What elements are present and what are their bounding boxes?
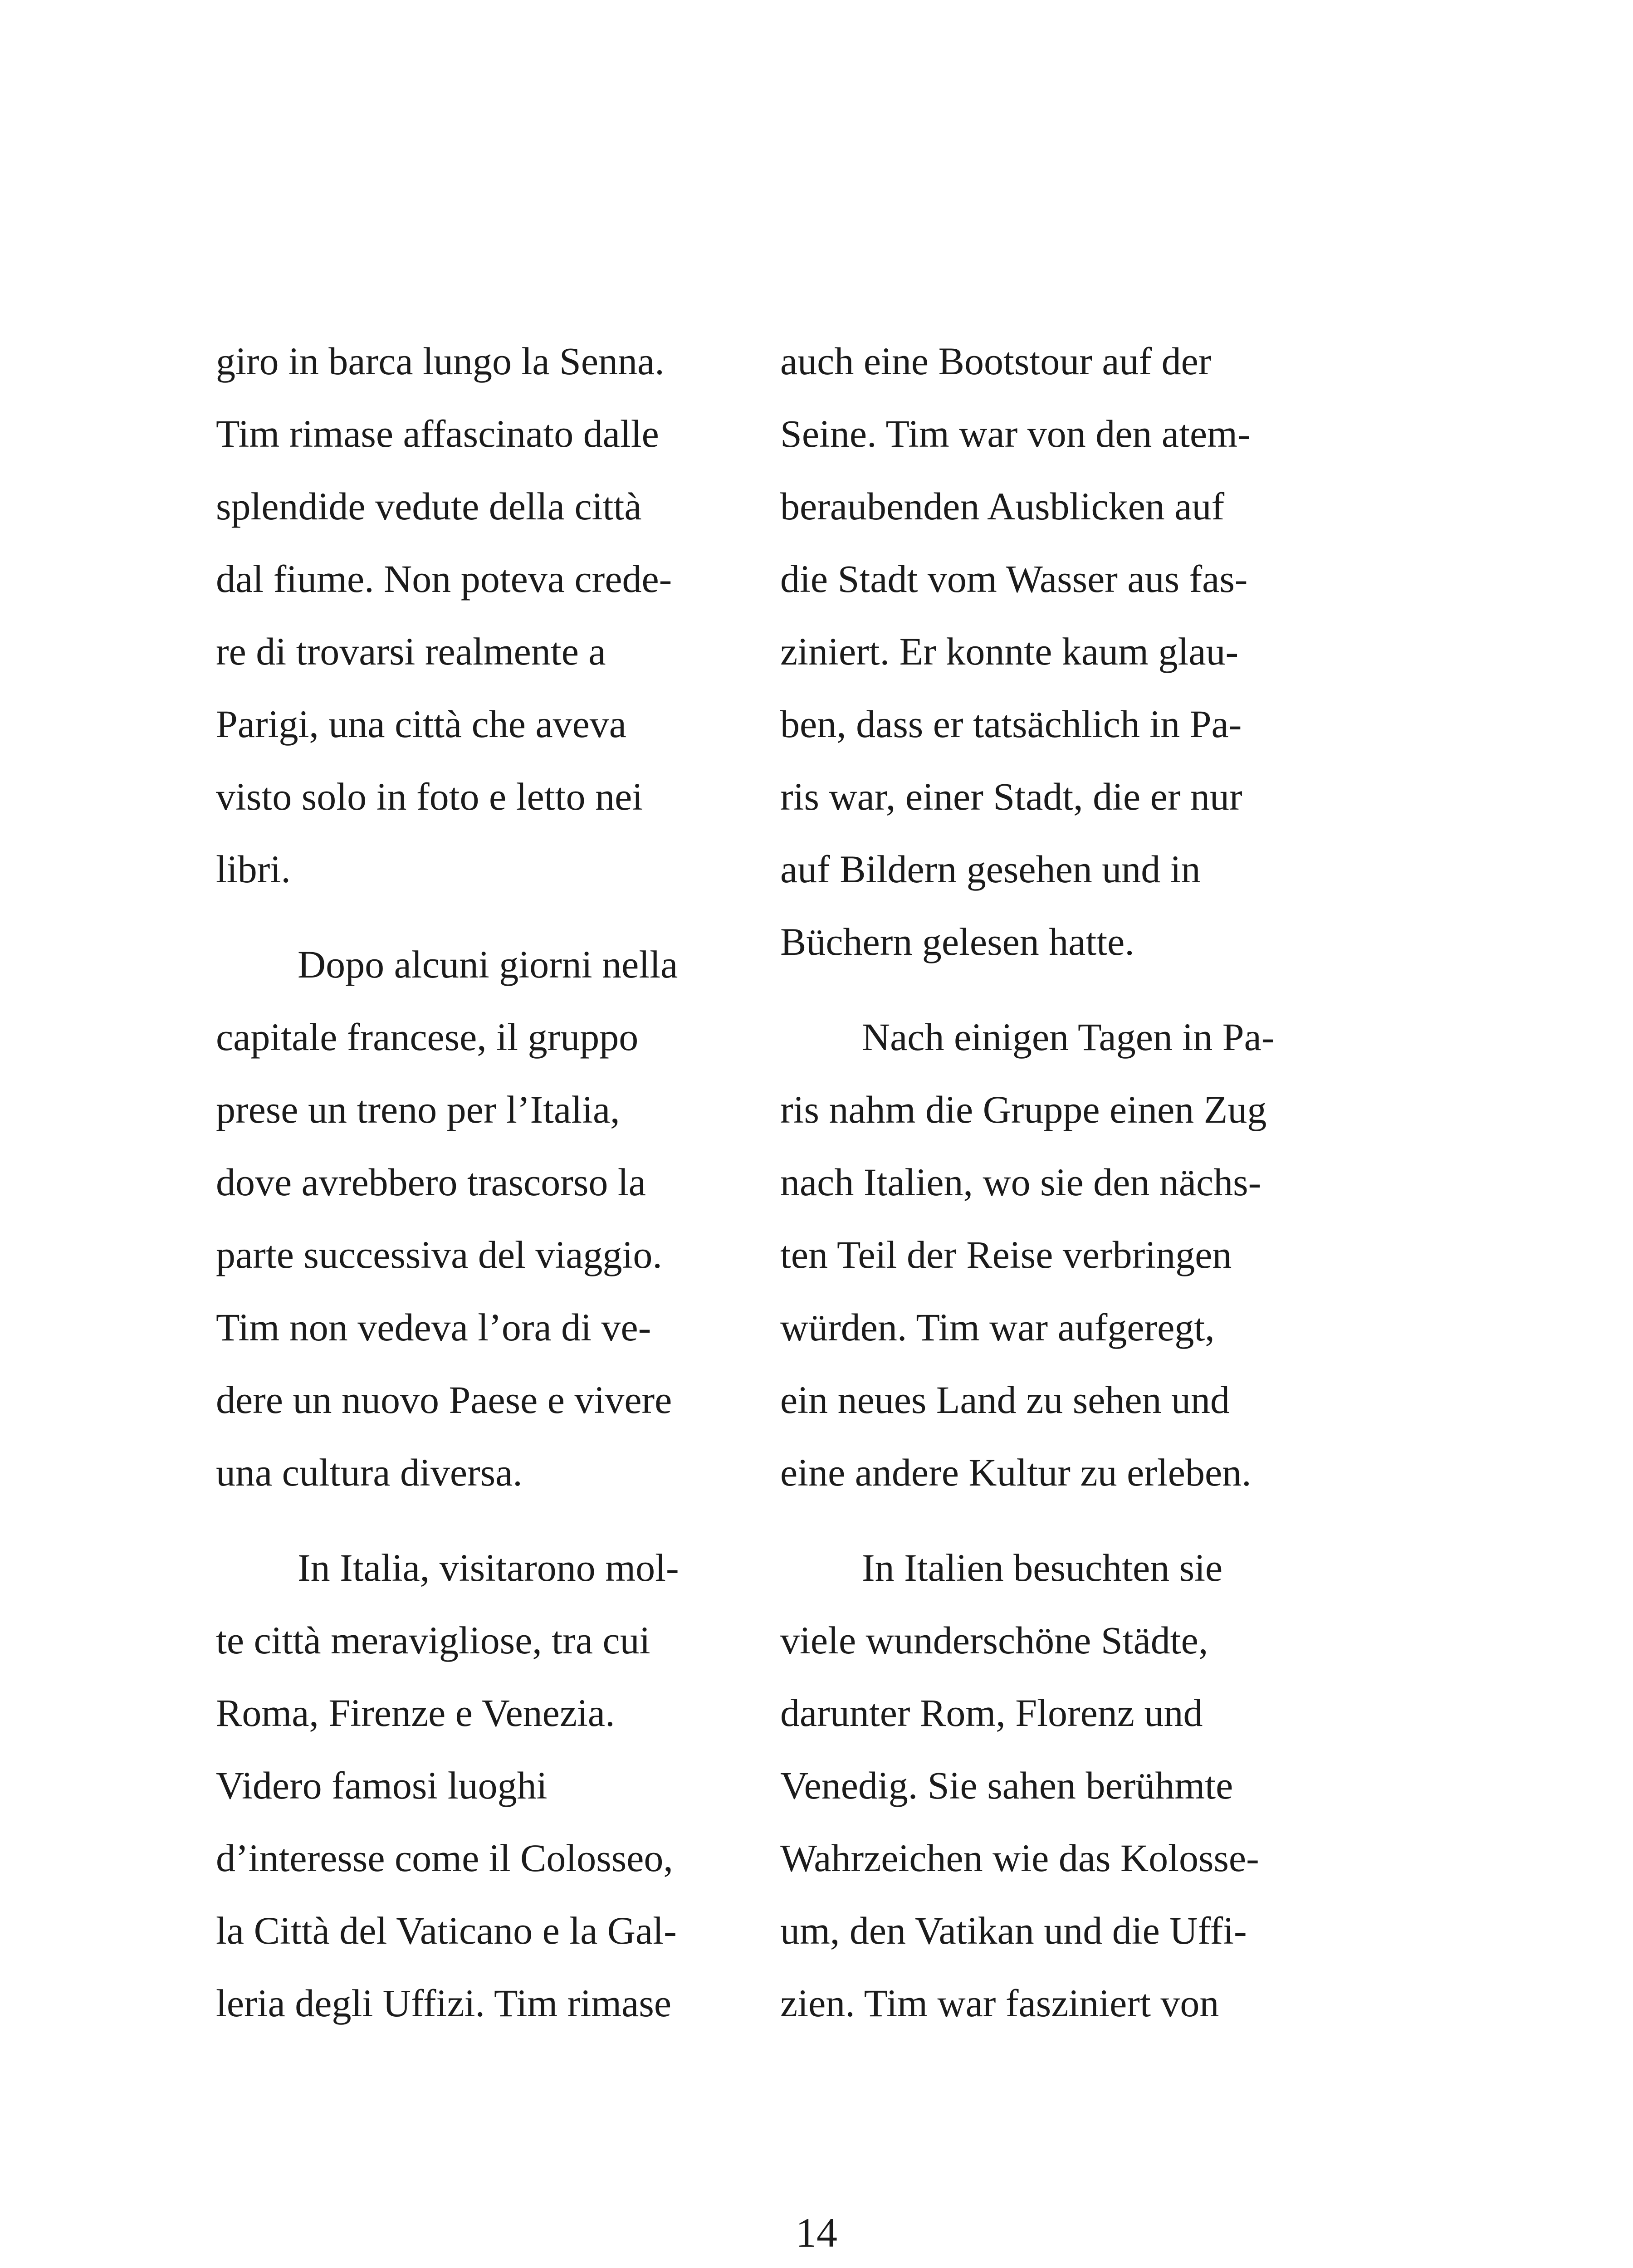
text-line: Seine. Tim war von den atem- (780, 412, 1251, 455)
right-paragraph-1 (780, 325, 1325, 978)
text-line: würden. Tim war aufgeregt, (780, 1305, 1215, 1349)
text-line: dove avrebbero trascorso la (216, 1160, 646, 1204)
text-line: beraubenden Ausblicken auf (780, 484, 1225, 528)
text-line: ris nahm die Gruppe einen Zug (780, 1088, 1267, 1131)
text-line: dal fiume. Non poteva crede- (216, 557, 672, 601)
text-line: Nach einigen Tagen in Pa- (862, 1015, 1275, 1059)
text-line: splendide vedute della città (216, 484, 642, 528)
text-line: Büchern gelesen hatte. (780, 920, 1134, 963)
left-paragraph-1 (216, 325, 760, 905)
text-line: auch eine Bootstour auf der (780, 339, 1212, 383)
text-line: leria degli Uffizi. Tim rimase (216, 1981, 671, 2025)
text-line: Tim non vedeva l’ora di ve- (216, 1305, 651, 1349)
text-line: auf Bildern gesehen und in (780, 847, 1201, 891)
page-number: 14 (796, 2209, 837, 2256)
bat-logo-icon (689, 2263, 862, 2268)
text-line: la Città del Vaticano e la Gal- (216, 1909, 677, 1952)
text-line: ein neues Land zu sehen und (780, 1378, 1230, 1422)
text-line: una cultura diversa. (216, 1451, 523, 1494)
text-line: dere un nuovo Paese e vivere (216, 1378, 672, 1422)
text-line: Tim rimase affascinato dalle (216, 412, 659, 455)
text-line: Videro famosi luoghi (216, 1764, 548, 1807)
text-line: um, den Vatikan und die Uffi- (780, 1909, 1247, 1952)
text-line: nach Italien, wo sie den nächs- (780, 1160, 1261, 1204)
text-line: giro in barca lungo la Senna. (216, 339, 665, 383)
text-line: Wahrzeichen wie das Kolosse- (780, 1836, 1259, 1880)
text-line: ziniert. Er konnte kaum glau- (780, 630, 1239, 673)
text-line: In Italia, visitarono mol- (298, 1546, 679, 1589)
text-line: zien. Tim war fasziniert von (780, 1981, 1219, 2025)
text-line: prese un treno per l’Italia, (216, 1088, 620, 1131)
left-column-italian (216, 325, 760, 2039)
left-paragraph-3 (216, 1531, 760, 2039)
right-paragraph-2 (780, 1001, 1325, 1509)
text-line: capitale francese, il gruppo (216, 1015, 639, 1059)
text-line: In Italien besuchten sie (862, 1546, 1223, 1589)
text-line: d’interesse come il Colosseo, (216, 1836, 673, 1880)
text-line: ten Teil der Reise verbringen (780, 1233, 1232, 1276)
text-line: re di trovarsi realmente a (216, 630, 606, 673)
text-line: Venedig. Sie sahen berühmte (780, 1764, 1233, 1807)
text-line: te città meravigliose, tra cui (216, 1618, 650, 1662)
text-line: die Stadt vom Wasser aus fas- (780, 557, 1248, 601)
text-line: ben, dass er tatsächlich in Pa- (780, 702, 1242, 746)
right-column-german (780, 325, 1325, 2039)
text-line: libri. (216, 847, 291, 891)
text-line: Dopo alcuni giorni nella (298, 943, 678, 986)
text-line: Parigi, una città che aveva (216, 702, 626, 746)
text-line: viele wunderschöne Städte, (780, 1618, 1208, 1662)
text-line: parte successiva del viaggio. (216, 1233, 662, 1276)
text-line: Roma, Firenze e Venezia. (216, 1691, 615, 1735)
text-line: visto solo in foto e letto nei (216, 775, 643, 818)
right-paragraph-3 (780, 1531, 1325, 2039)
text-line: eine andere Kultur zu erleben. (780, 1451, 1252, 1494)
text-line: ris war, einer Stadt, die er nur (780, 775, 1242, 818)
text-line: darunter Rom, Florenz und (780, 1691, 1203, 1735)
left-paragraph-2 (216, 928, 760, 1509)
